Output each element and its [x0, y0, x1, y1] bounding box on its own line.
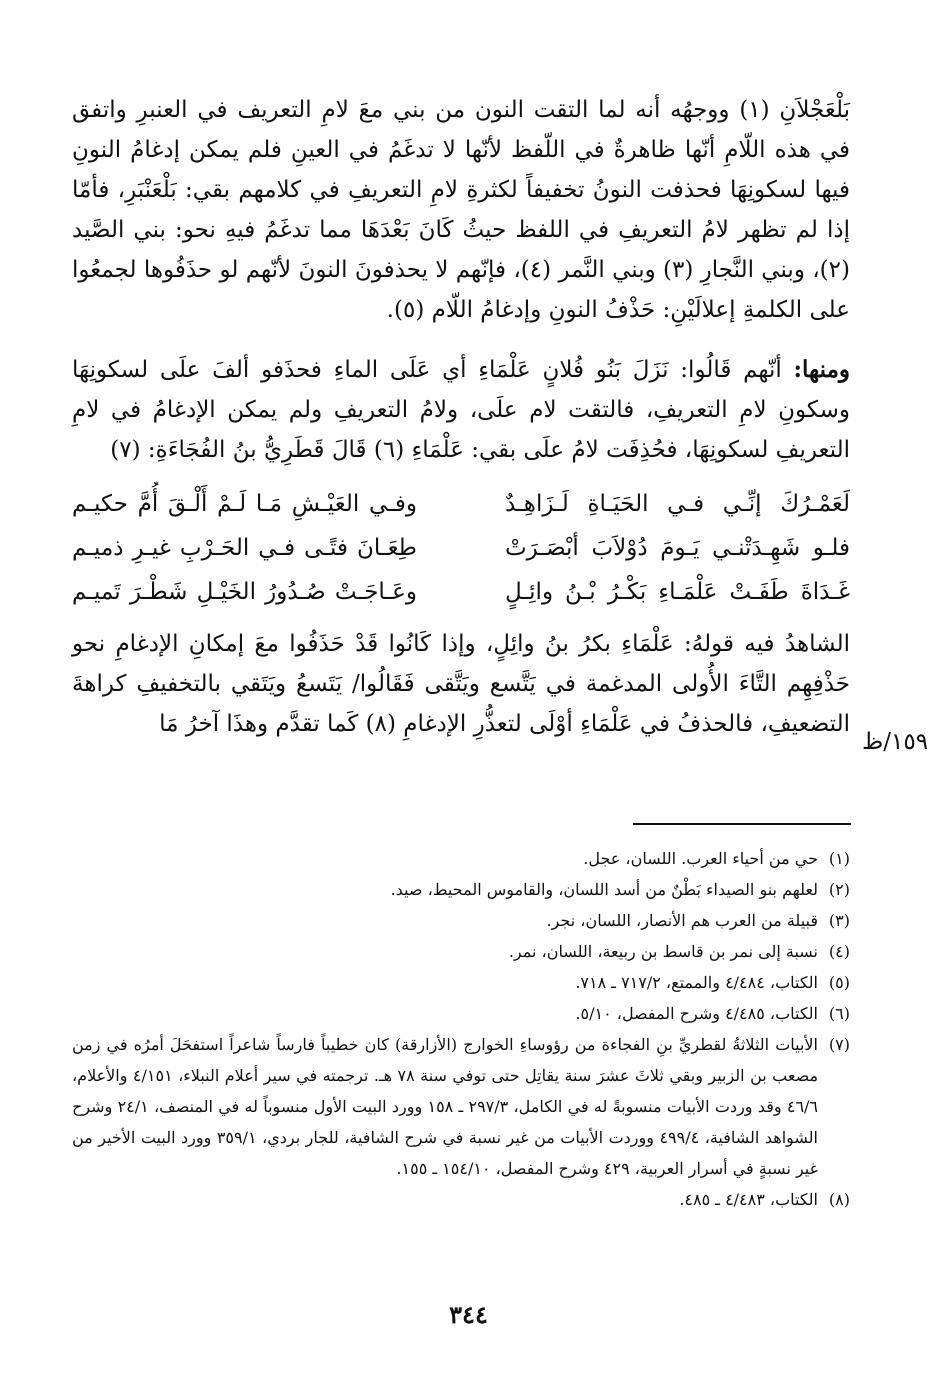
footnote-text: نسبة إلى نمر بن قاسط بن ربيعة، اللسان، نمر. [508, 942, 818, 961]
footnote-number: (٢) [828, 880, 850, 899]
footnote [72, 843, 850, 874]
footnote-number: (٨) [828, 1190, 850, 1209]
footnote-text: الكتاب، ٤/٤٨٤ والممتع، ٧١٧/٢ ـ ٧١٨. [575, 973, 818, 992]
footnote-number: (٥) [828, 973, 850, 992]
footnote-text: الكتاب، ٤/٤٨٣ ـ ٤٨٥. [679, 1190, 818, 1209]
footnote-divider [633, 823, 851, 825]
verse-second-hemistich: وفـي العَيْـشِ مَـا لَـمْ أَلْـقَ أُمَّ حكيـم [72, 491, 417, 517]
poem-verse [72, 526, 850, 570]
footnote-number: (٣) [828, 911, 850, 930]
page-number: ٣٤٤ [449, 1300, 488, 1329]
footnote [72, 1184, 850, 1215]
footnote-text: قبيلة من العرب هم الأنصار، اللسان، نجر. [546, 911, 818, 930]
verse-first-hemistich: غَـدَاةَ طَفَـتْ عَلْمَـاءِ بَكْـرُ بْـنُ وائِـلٍ [505, 579, 850, 605]
paragraph-1: بَلْعَجْلاَنِ (١) ووجهُه أنه لما التقت النون من بني معَ لامِ التعريف في العنبرِ واتفق في هذه اللّامِ أنّها ظاهرةٌ في اللّفظ لأنّها لا تدغَمُ في العينِ فلم يمكن إدغامُ النونِ فيها لسكونِهَا فحذفت النونُ تخفيفاً لكثرةِ لامِ التعريفِ في كلامهم بقي: بَلْعَنْبَرِ، فأمّا إذا لم تظهر لامُ التعريفِ في اللفظ حيثُ كَانَ بَعْدَهَا مما تدغَمُ فيهِ نحو: بني الصَّيد (٢)، وبني النَّجارِ (٣) وبني النَّمر (٤)، فإنّهم لا يحذفونَ النونَ لأنّهم لو حذَفُوها لجمعُوا على الكلمةِ إعلالَيْنِ: حَذْفُ النونِ وإدغامُ اللّام (٥). [72, 97, 850, 323]
poem-verse [72, 570, 850, 614]
footnote [72, 936, 850, 967]
paragraph-2-text: أنّهم قَالُوا: نَزَلَ بَنُو فُلانٍ عَلْمَاءِ أي عَلَى الماءِ فحذَفو ألفَ علَى لسكونِهَا وسكونِ لامِ التعريفِ، فالتقت لام علَى، ولامُ التعريفِ ولم يمكن الإدغامُ في لامِ التعريفِ لسكونِهَا، فحُذِفَت لامُ علَى بقي: عَلْمَاءِ (٦) قَالَ قَطَرِيُّ بنُ الفُجَاءَةِ: (٧) [72, 357, 850, 463]
verse-first-hemistich: لَعَمْـرُكَ إنِّـي فـي الحَيَـاةِ لَـزَاهِـدٌ [505, 491, 850, 517]
footnote [72, 998, 850, 1029]
footnote-number: (٤) [828, 942, 850, 961]
margin-folio-note: ١٥٩/ظ [862, 729, 929, 755]
footnote [72, 874, 850, 905]
footnote-text: لعلهم بنو الصيداء بَطْنٌ من أسد اللسان، والقاموس المحيط، صيد. [390, 880, 818, 899]
footnotes [72, 843, 850, 1215]
footnote-text: حي من أحياء العرب. اللسان، عجل. [583, 849, 818, 868]
poem-verse [72, 482, 850, 526]
main-text [72, 90, 850, 744]
paragraph-3: الشاهدُ فيه قولهُ: عَلْمَاءِ بكرُ بنُ وائِلٍ، وإذا كَانُوا قَدْ حَذَفُوا معَ إمكانِ الإدغامِ نحو حَذْفِهِم التَّاءَ الأُولى المدغمة في يَتَّسع ويَتَّقى فَقَالُوا/ يَتَسعُ ويَتَقي بالتخفيفِ كراهةَ التضعيفِ، فالحذفُ في عَلْمَاءِ أوْلَى لتعذُّرِ الإدغامِ (٨) كَما تقدَّم وهذَا آخرُ مَا [72, 631, 850, 737]
paragraph-2-lead: ومنها: [793, 356, 850, 383]
footnote-number: (٧) [828, 1035, 850, 1054]
footnote-text: الأبيات الثلاثةُ لقطريِّ بنِ الفجاءة من رؤوساءِ الخوارج (الأزارقة) كان خطيباً فارساً شاعراً استفحَلَ أمرُه في زمن مصعب بن الزبير وبقي ثلاثَ عشرَ سنة يقاتِل حتى توفي سنة ٧٨ هـ. ترجمته في سير أعلام النبلاء، ٤/١٥١ والأعلام، ٤٦/٦ وقد وردت الأبيات منسوبةً له في الكامل، ٢٩٧/٣ ـ ١٥٨ وورد البيت الأول منسوباً له في المنصف، ٢٤/١ وشرح الشواهد الشافية، ٤٩٩/٤ ووردت الأبيات من غير نسبة في شرح الشافية، للجار بردي، ٣٥٩/١ وورد البيت الأخير من غير نسبةٍ في أسرار العربية، ٤٢٩ وشرح المفصل، ١٥٤/١٠ ـ ١٥٥. [72, 1035, 819, 1178]
paragraph-2 [72, 350, 850, 470]
footnote [72, 967, 850, 998]
footnote-number: (٦) [828, 1004, 850, 1023]
footnote [72, 1029, 850, 1184]
verse-second-hemistich: وعَـاجَـتْ صُـدُورُ الخَيْـلِ شَطْـرَ تَميـم [72, 579, 417, 605]
verse-first-hemistich: فلـو شَهِـدَتْنـي يَـومَ دُوْلاَبَ أبْصَـرَتْ [505, 535, 850, 561]
verse-second-hemistich: طِعَـانَ فتًـى فـي الحَـرْبِ غيـرِ ذميـم [72, 535, 417, 561]
footnote-number: (١) [828, 849, 850, 868]
footnote-text: الكتاب، ٤/٤٨٥ وشرح المفصل، ٥/١٠. [575, 1004, 818, 1023]
poem [72, 482, 850, 614]
footnote [72, 905, 850, 936]
